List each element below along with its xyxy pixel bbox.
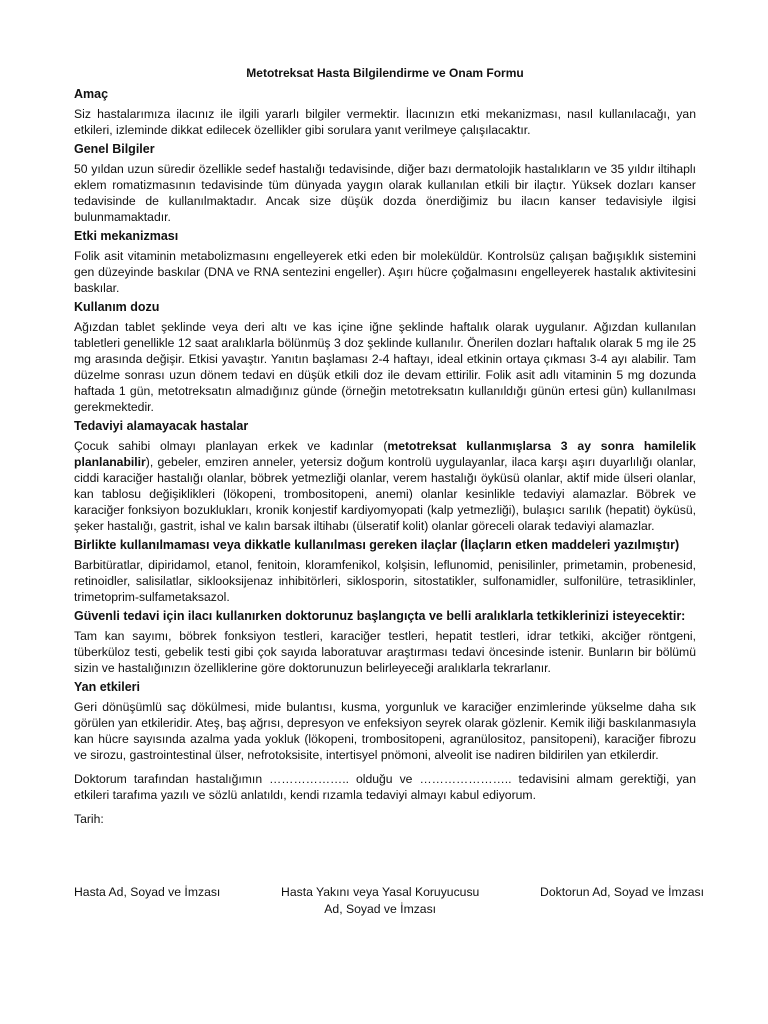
section-heading-amac: Amaç: [74, 87, 109, 101]
section-heading-etki-mekanizmasi: Etki mekanizması: [74, 229, 179, 243]
section-text-etki-mekanizmasi: Folik asit vitaminin metabolizmasını engelleyerek etki eden bir moleküldür. Kontrolsüz çalışan bağışıklık sistemini gen düzeyinde baskılar (DNA ve RNA sentezini engeller). Aşırı hücre çoğalmasını engelleyerek hastalık aktivitesini baskılar.: [74, 249, 696, 295]
signature-row: [74, 884, 704, 918]
patient-signature-text: Hasta Ad, Soyad ve İmzası: [74, 885, 221, 899]
section-text-tetkikler: Tam kan sayımı, böbrek fonksiyon testleri, karaciğer testleri, hepatit testleri, idrar tetkiki, akciğer röntgeni, tüberküloz testi, gebelik testi gibi çok sayıda laboratuvar araştırması tedavi öncesinde istenir. Bunların bir bölümü sizin ve hastalığınızın özelliklerine göre doktorunuzun belirleyeceği aralıklarla tekrarlanır.: [74, 629, 696, 675]
section-heading-kullanim-dozu: Kullanım dozu: [74, 300, 160, 314]
patient-signature-label: [74, 884, 220, 918]
section-heading-tetkikler: Güvenli tedavi için ilacı kullanırken doktorunuz başlangıçta ve belli aralıklarla tetkiklerinizi isteyecektir:: [74, 609, 686, 623]
doctor-signature-label: [540, 884, 704, 918]
relative-signature-label: [281, 884, 479, 918]
relative-signature-line2: Ad, Soyad ve İmzası: [324, 902, 437, 916]
section-text-genel-bilgiler: 50 yıldan uzun süredir özellikle sedef hastalığı tedavisinde, diğer bazı dermatolojik hastalıkların ve 35 yıldır iltihaplı eklem romatizmasının tedavisinde tüm dünyada yaygın olarak kullanılan etkili bir ilaçtır. Yüksek dozları kanser tedavisinde de kullanılmaktadır. Ancak size düşük dozda önerdiğimiz bu ilacın kanser tedavisiyle ilgisi bulunmamaktadır.: [74, 162, 696, 224]
bold-text-segment: metotreksat kullanmışlarsa 3 ay sonra hamilelik planlanabilir: [74, 439, 696, 469]
section-text-tedaviyi-alamayacak: [74, 438, 696, 534]
text-segment: Çocuk sahibi olmayı planlayan erkek ve kadınlar (: [74, 439, 388, 453]
section-text-kullanim-dozu: Ağızdan tablet şeklinde veya deri altı ve kas içine iğne şeklinde haftalık olarak uygulanır. Ağızdan kullanılan tabletleri genellikle 12 saat aralıklarla bölünmüş 3 doz şeklinde kullanılır. Önerilen dozları haftalık olarak 5 mg ile 25 mg arasında değişir. Etkisi yavaştır. Yanıtın başlaması 2-4 haftayı, ideal etkinin ortaya çıkması 3-4 ayı alabilir. Tam düzelme sonrası uzun dönem tedavi en düşük etkili doz ile devam ettirilir. Folik asit adlı vitaminin 5 mg dozunda haftada 1 gün, metotreksatın almadığınız günde (örneğin metotreksatın kullanıldığı günün ertesi gün) kullanılması gerekmektedir.: [74, 320, 696, 414]
text-segment: ), gebeler, emziren anneler, yetersiz doğum kontrolü uygulayanlar, ilaca karşı aşırı duyarlılığı olanlar, ciddi karaciğer hastalığı olanlar, böbrek yetmezliği olanlar, verem hastalığı öyküsü olanlar, aktif mide ülseri olanlar, kan tablosu değişiklikleri (lökopeni, trombositopeni, anemi) olanlar kesinlikle tedaviyi alamazlar. Böbrek ve karaciğer fonksiyon bozuklukları, kronik konjestif kardiyomyopati (kalp yetmezliği), bulaşıcı sarılık (hepatit) öyküsü, şeker hastalığı, gastrit, ishal ve kalın barsak iltihabı (ülseratif kolit) olanlar göreceli olarak tedaviyi alamazlar.: [74, 455, 696, 533]
consent-statement: Doktorum tarafından hastalığımın ……………….. olduğu ve ………………….. tedavisini almam gerektiği, yan etkileri tarafıma yazılı ve sözlü anlatıldı, kendi rızamla tedaviyi almayı kabul ediyorum.: [74, 772, 696, 802]
doctor-signature-text: Doktorun Ad, Soyad ve İmzası: [540, 885, 704, 899]
relative-signature-line1: Hasta Yakını veya Yasal Koruyucusu: [281, 885, 480, 899]
date-label: Tarih:: [74, 812, 104, 826]
section-heading-yan-etkileri: Yan etkileri: [74, 680, 141, 694]
section-heading-genel-bilgiler: Genel Bilgiler: [74, 142, 155, 156]
section-text-amac: Siz hastalarımıza ilacınız ile ilgili yararlı bilgiler vermektir. İlacınızın etki mekanizması, nasıl kullanılacağı, yan etkileri, izleminde dikkat edilecek özellikler gibi sorulara yanıt verilmeye çalışılacaktır.: [74, 107, 696, 137]
section-heading-tedaviyi-alamayacak: Tedaviyi alamayacak hastalar: [74, 419, 249, 433]
section-heading-ilac-etkilesimleri: Birlikte kullanılmaması veya dikkatle kullanılması gereken ilaçlar (İlaçların etken maddeleri yazılmıştır): [74, 538, 680, 552]
section-text-yan-etkileri: Geri dönüşümlü saç dökülmesi, mide bulantısı, kusma, yorgunluk ve karaciğer enzimlerinde yükselme daha sık görülen yan etkileridir. Ateş, baş ağrısı, depresyon ve enfeksiyon seyrek olarak gözlenir. Kemik iliği baskılanmasıyla kan hücre sayısında azalma yada yokluk (lökopeni, trombositopeni, agranülositoz, pansitopeni), karaciğer fibrozu ve sirozu, gastrointestinal ülser, nefrotoksisite, intertisyel pnömoni, alveolit ise nadiren bildirilen yan etkilerdir.: [74, 700, 696, 762]
section-text-ilac-etkilesimleri: Barbitüratlar, dipiridamol, etanol, fenitoin, kloramfenikol, kolşisin, leflunomid, penisilinler, primetamin, probenesid, retinoidler, salisilatlar, siklooksijenaz inhibitörleri, siklosporin, sitostatikler, sulfonamidler, sulfonilüre, tetrasiklinler, trimetoprim-sulfametaksazol.: [74, 558, 696, 604]
form-title: Metotreksat Hasta Bilgilendirme ve Onam Formu: [246, 66, 524, 80]
